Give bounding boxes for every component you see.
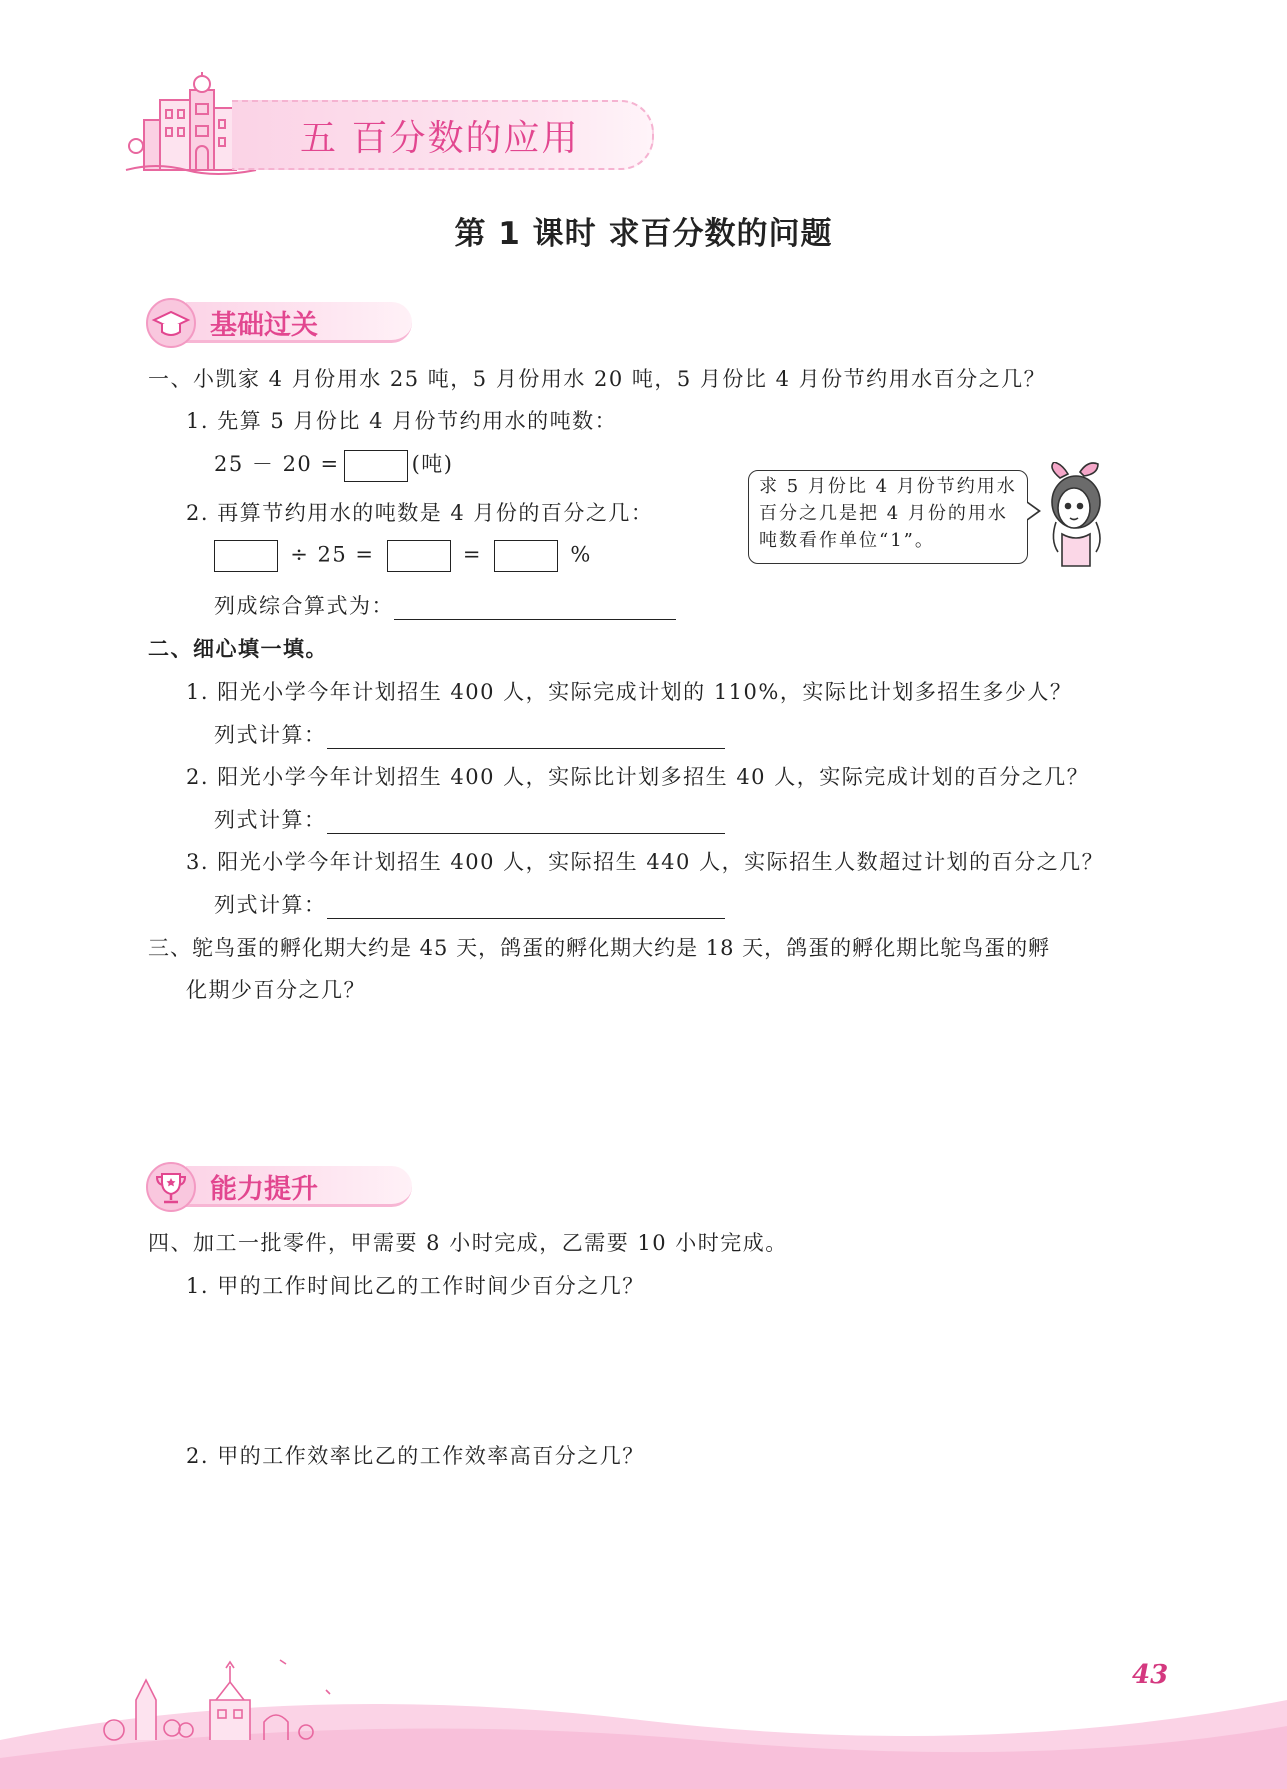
- calc-label: 列式计算：: [214, 723, 327, 747]
- q4-sub-1-answer-area[interactable]: [186, 1306, 1146, 1436]
- q2-item-3: 3. 阳光小学今年计划招生 400 人，实际招生 440 人，实际招生人数超过计划的百分之几？: [186, 850, 1105, 874]
- q3-line-2: 化期少百分之几？: [186, 978, 366, 1002]
- section-label-advanced: 能力提升: [210, 1174, 318, 1205]
- tip-bubble: [748, 470, 1028, 564]
- q4-sub-2: 2. 甲的工作效率比乙的工作效率高百分之几？: [186, 1444, 645, 1468]
- tip-text: 求 5 月份比 4 月份节约用水百分之几是把 4 月份的用水吨数看作单位“1”。: [759, 476, 1017, 551]
- section-label-basic: 基础过关: [210, 310, 318, 341]
- q2-item-1: 1. 阳光小学今年计划招生 400 人，实际完成计划的 110%，实际比计划多招生多少人？: [186, 680, 1073, 704]
- lesson-title: 第 1 课时 求百分数的问题: [454, 216, 833, 252]
- q2-item-1-answer-line[interactable]: [327, 726, 725, 749]
- q1-step1-unit: (吨): [411, 452, 454, 476]
- q2-item-3-answer-line[interactable]: [327, 896, 725, 919]
- q1-step1-row: [214, 448, 453, 482]
- bubble-tail-inner: [1027, 503, 1038, 519]
- calc-label: 列式计算：: [214, 808, 327, 832]
- q4-sub-1: 1. 甲的工作时间比乙的工作时间少百分之几？: [186, 1274, 645, 1298]
- q3-answer-area[interactable]: [186, 1010, 1146, 1150]
- q1-step2-equals: =: [462, 542, 482, 567]
- q4-sub-2-answer-area[interactable]: [186, 1476, 1146, 1626]
- q3-line-1: 三、鸵鸟蛋的孵化期大约是 45 天，鸽蛋的孵化期大约是 18 天，鸽蛋的孵化期比鸵鸟蛋的孵: [148, 936, 1051, 960]
- q1-step2-box-1[interactable]: [214, 540, 278, 572]
- q1-combined-label: 列成综合算式为：: [214, 594, 394, 618]
- q1-step1-label: 1. 先算 5 月份比 4 月份节约用水的吨数：: [186, 409, 618, 433]
- q1-step2-box-3[interactable]: [494, 540, 558, 572]
- q2-stem: 二、细心填一填。: [148, 636, 328, 661]
- q1-step2-row: [210, 540, 592, 572]
- q2-item-3-calc-row: [214, 889, 725, 919]
- q1-stem: 一、小凯家 4 月份用水 25 吨，5 月份用水 20 吨，5 月份比 4 月份节约用水百分之几？: [148, 367, 1047, 391]
- calc-label: 列式计算：: [214, 893, 327, 917]
- footer-town-illustration-icon: [100, 1650, 340, 1746]
- q1-step1-answer-box[interactable]: [344, 450, 408, 482]
- q2-item-2-calc-row: [214, 804, 725, 834]
- girl-character-icon: [1046, 462, 1118, 570]
- q1-step2-divide: ÷ 25 =: [290, 542, 375, 567]
- q1-step2-box-2[interactable]: [387, 540, 451, 572]
- q2-item-2-answer-line[interactable]: [327, 811, 725, 834]
- q2-item-2: 2. 阳光小学今年计划招生 400 人，实际比计划多招生 40 人，实际完成计划的百分之几？: [186, 765, 1090, 789]
- section-tag-advanced: [146, 1162, 446, 1210]
- q2-item-1-calc-row: [214, 719, 725, 749]
- q4-stem: 四、加工一批零件，甲需要 8 小时完成，乙需要 10 小时完成。: [148, 1231, 788, 1255]
- trophy-icon: [146, 1162, 196, 1212]
- q1-step2-label: 2. 再算节约用水的吨数是 4 月份的百分之几：: [186, 501, 654, 525]
- graduation-cap-icon: [146, 298, 196, 348]
- q1-combined-answer-line[interactable]: [394, 597, 676, 620]
- q1-step1-expression: 25 － 20 =: [214, 452, 340, 476]
- section-tag-basic: [146, 298, 446, 346]
- chapter-title: 五 百分数的应用: [300, 118, 580, 159]
- q1-combined-row: [214, 590, 676, 620]
- q1-step2-percent: %: [570, 542, 592, 567]
- page-number: 43: [1132, 1660, 1169, 1690]
